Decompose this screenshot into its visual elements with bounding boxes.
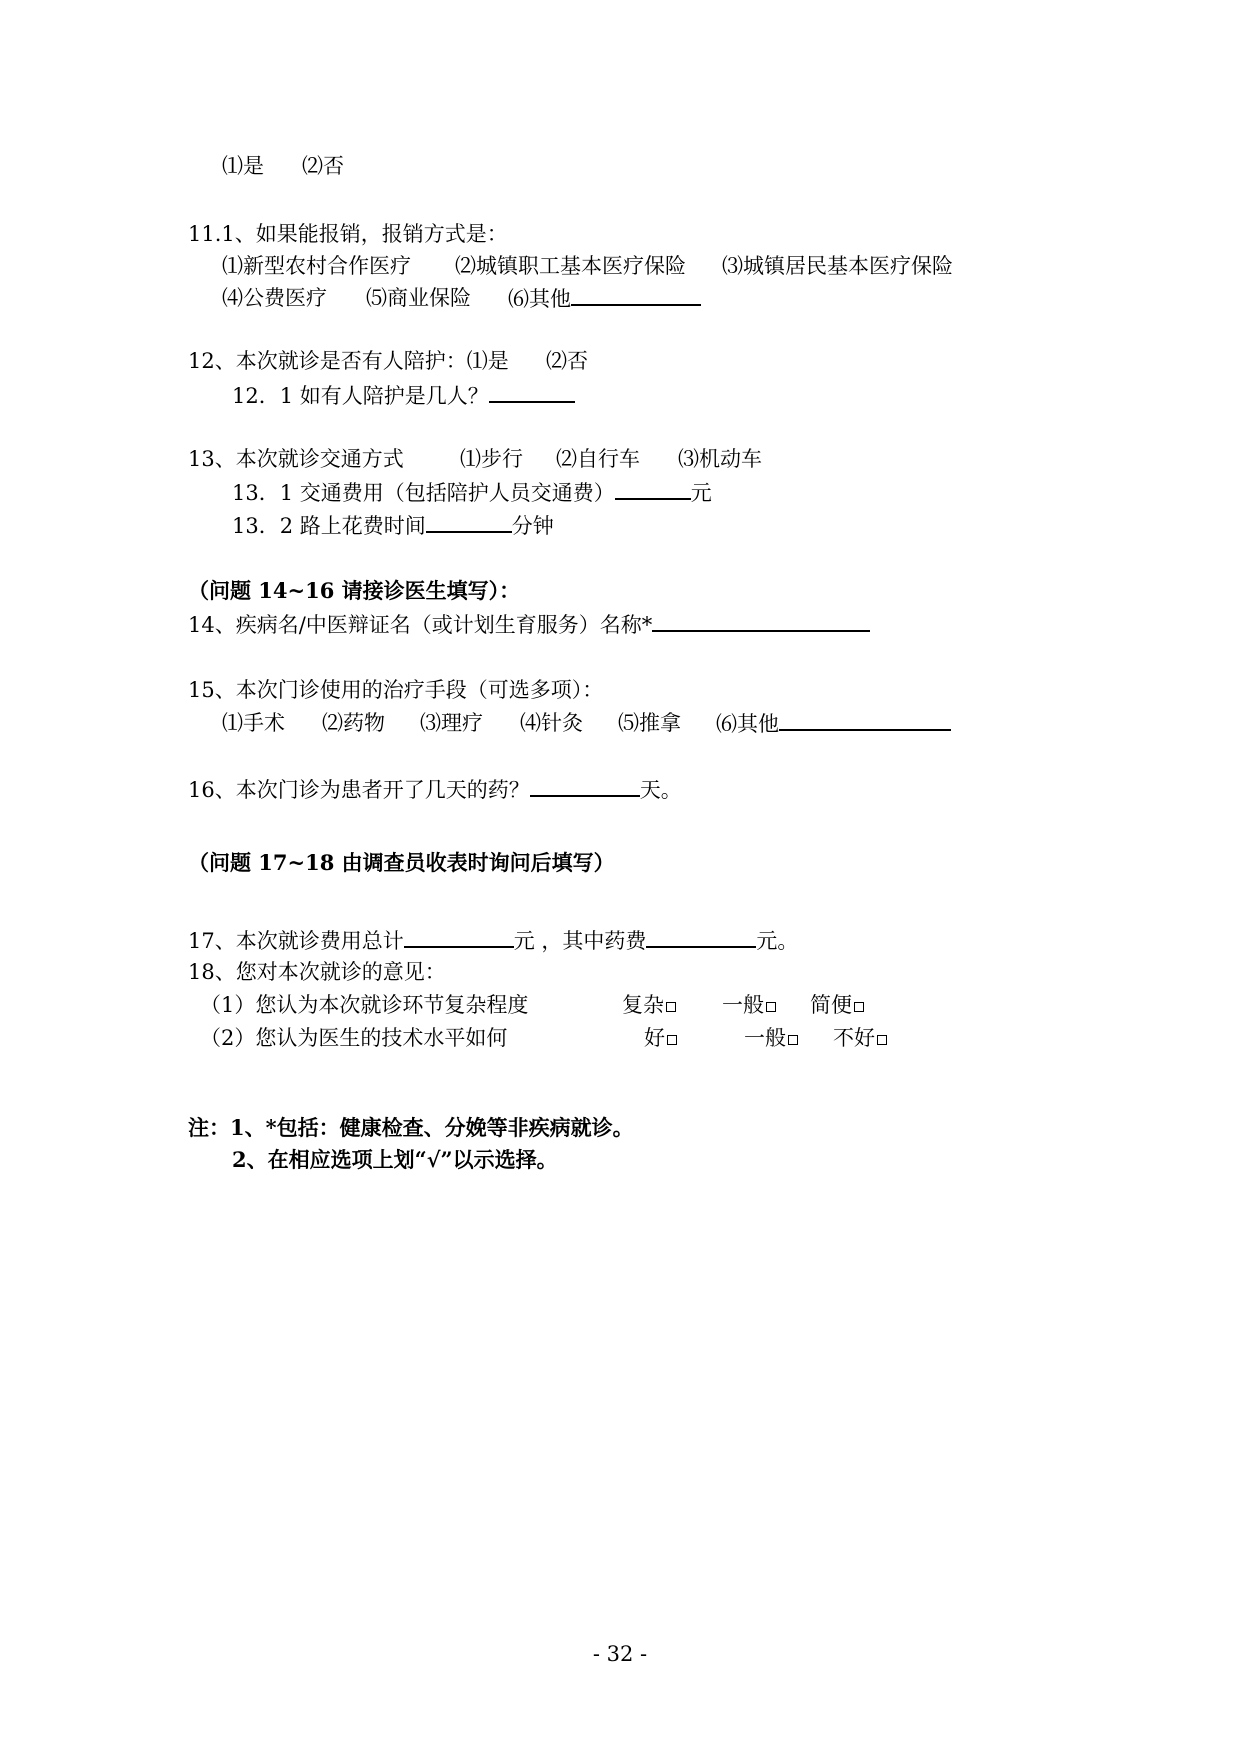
- q18-r2-opt2-label: 一般: [744, 1026, 786, 1050]
- diagnosis-blank[interactable]: [652, 610, 870, 632]
- checkbox[interactable]: [667, 1035, 677, 1045]
- q18-r1-opt3-label: 简便: [810, 993, 852, 1017]
- other-blank[interactable]: [571, 284, 701, 306]
- q12-1: [232, 381, 575, 410]
- q13-1: [232, 478, 712, 507]
- q18-r2-opt3-label: 不好: [833, 1026, 875, 1050]
- q18-r2-label: （2）您认为医生的技术水平如何: [200, 1026, 508, 1050]
- q15-opt6-label: ⑹其他: [716, 712, 779, 736]
- checkbox[interactable]: [788, 1035, 798, 1045]
- treatment-other-blank[interactable]: [779, 709, 951, 731]
- q18-r2-opt1-label: 好: [644, 1026, 665, 1050]
- q11-1-opt6: [508, 284, 701, 313]
- q18-r2-opt1[interactable]: [644, 1024, 677, 1052]
- section-doctor-fill: （问题 14~16 请接诊医生填写）：: [188, 578, 521, 603]
- q11-1-opt1: ⑴新型农村合作医疗: [222, 254, 411, 278]
- checkbox[interactable]: [766, 1002, 776, 1012]
- q18-r1-opt3[interactable]: [810, 991, 864, 1019]
- page-number: - 32 -: [592, 1642, 648, 1666]
- drug-cost-blank[interactable]: [646, 926, 756, 948]
- q11-1-opt6-label: ⑹其他: [508, 287, 571, 311]
- q16-label: 16、本次门诊为患者开了几天的药？: [188, 778, 530, 802]
- q11-1-label: 11.1、如果能报销，报销方式是：: [188, 222, 508, 246]
- q18-r2-opt3[interactable]: [833, 1024, 887, 1052]
- q11-yes: ⑴是: [222, 154, 264, 178]
- q13-2-unit: 分钟: [511, 514, 554, 538]
- q17-label: 17、本次就诊费用总计: [188, 929, 404, 953]
- travel-time-blank[interactable]: [426, 511, 512, 533]
- escort-count-blank[interactable]: [489, 381, 575, 403]
- q13-opt1: ⑴步行: [460, 447, 523, 471]
- q15-opt4: ⑷针灸: [520, 711, 583, 735]
- q18-r1-opt1[interactable]: [622, 991, 676, 1019]
- q15-opt5: ⑸推拿: [618, 711, 681, 735]
- q15-opt1: ⑴手术: [222, 711, 285, 735]
- total-cost-blank[interactable]: [404, 926, 514, 948]
- q13-2: [232, 511, 554, 540]
- q12-no: ⑵否: [546, 349, 588, 373]
- q12-1-label: 12．1 如有人陪护是几人？: [232, 384, 489, 408]
- q13-opt3: ⑶机动车: [678, 447, 762, 471]
- days-blank[interactable]: [530, 775, 640, 797]
- q18-r1-opt1-label: 复杂: [622, 993, 664, 1017]
- q14: [188, 610, 870, 639]
- note-line2: 2、在相应选项上划“√”以示选择。: [232, 1147, 558, 1172]
- q11-1-opt5: ⑸商业保险: [366, 286, 471, 310]
- q17: [188, 926, 798, 955]
- q13-1-unit: 元: [690, 481, 712, 505]
- section-surveyor-fill: （问题 17~18 由调查员收表时询问后填写）: [188, 850, 615, 875]
- q14-label: 14、疾病名/中医辩证名（或计划生育服务）名称*: [188, 613, 653, 637]
- checkbox[interactable]: [877, 1035, 887, 1045]
- q15-opt3: ⑶理疗: [420, 711, 483, 735]
- q15-opt6: [716, 709, 951, 738]
- q15-label: 15、本次门诊使用的治疗手段（可选多项）：: [188, 678, 604, 702]
- q17-unit2: 元。: [756, 929, 799, 953]
- q11-1-opt3: ⑶城镇居民基本医疗保险: [722, 254, 953, 278]
- q15-opt2: ⑵药物: [322, 711, 385, 735]
- note-line1: 注：1、*包括：健康检查、分娩等非疾病就诊。: [188, 1115, 634, 1140]
- q11-1-opt2: ⑵城镇职工基本医疗保险: [455, 254, 686, 278]
- q13-1-label: 13．1 交通费用（包括陪护人员交通费）: [232, 481, 615, 505]
- q13-label: 13、本次就诊交通方式: [188, 447, 404, 471]
- q11-no: ⑵否: [302, 154, 344, 178]
- q12-label: 12、本次就诊是否有人陪护：⑴是: [188, 349, 509, 373]
- q18-r1-opt2-label: 一般: [722, 993, 764, 1017]
- q18-r1-opt2[interactable]: [722, 991, 776, 1019]
- q11-1-opt4: ⑷公费医疗: [222, 286, 327, 310]
- transport-cost-blank[interactable]: [615, 478, 691, 500]
- q13-opt2: ⑵自行车: [556, 447, 640, 471]
- q18-label: 18、您对本次就诊的意见：: [188, 960, 446, 984]
- q16: [188, 775, 682, 804]
- q18-r1-label: （1）您认为本次就诊环节复杂程度: [200, 993, 529, 1017]
- q16-unit: 天。: [639, 778, 682, 802]
- checkbox[interactable]: [666, 1002, 676, 1012]
- q18-r2-opt2[interactable]: [744, 1024, 798, 1052]
- q13-2-label: 13．2 路上花费时间: [232, 514, 426, 538]
- q17-unit1: 元 ，其中药费: [513, 929, 647, 953]
- checkbox[interactable]: [854, 1002, 864, 1012]
